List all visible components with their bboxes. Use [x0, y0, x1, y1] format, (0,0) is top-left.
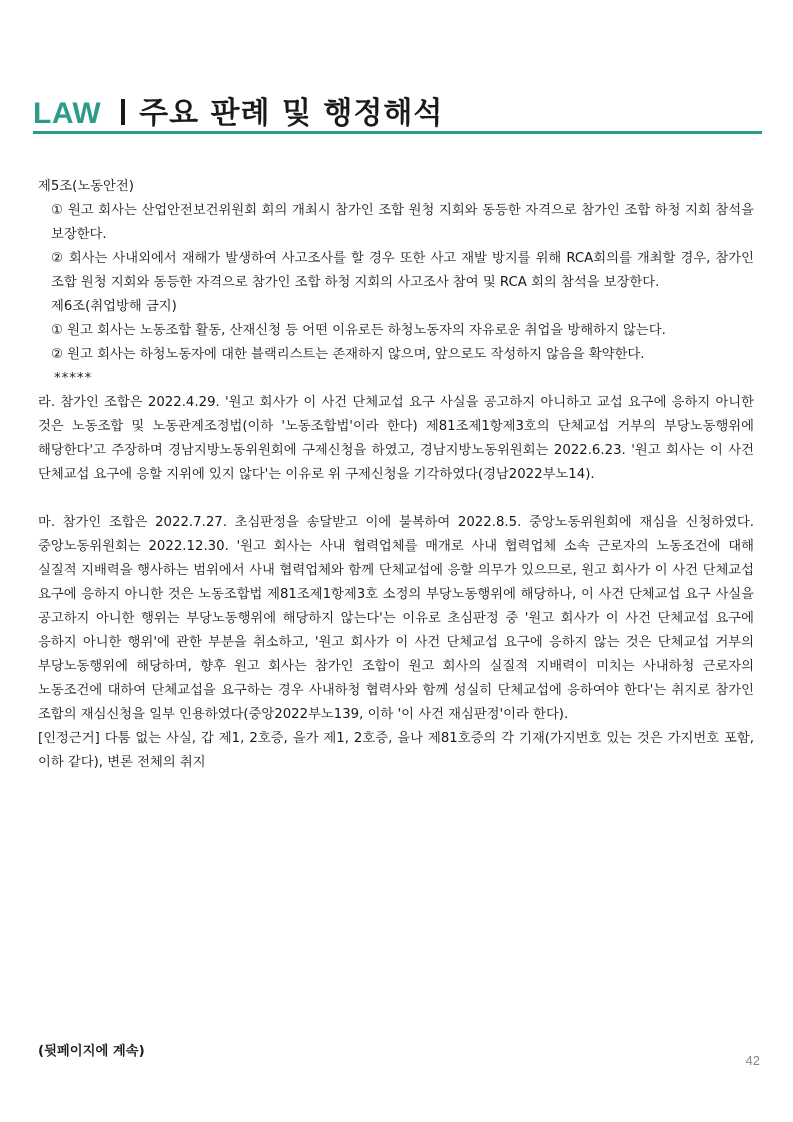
page-header [33, 88, 443, 132]
article-6-heading: 제6조(취업방해 금지) [51, 299, 177, 314]
article-6-clause-1: ① 원고 회사는 노동조합 활동, 산재신청 등 어떤 이유로든 하청노동자의 자유로운 취업을 방해하지 않는다. [51, 323, 666, 338]
article-5-clause-1: ① 원고 회사는 산업안전보건위원회 회의 개최시 참가인 조합 원청 지회와 동등한 자격으로 참가인 조합 하청 지회 참석을 보장한다. [51, 203, 754, 242]
article-5-heading: 제5조(노동안전) [38, 179, 134, 194]
law-label: LAW [33, 97, 102, 130]
paragraph-ra: 라. 참가인 조합은 2022.4.29. '원고 회사가 이 사건 단체교섭 요구 사실을 공고하지 아니하고 교섭 요구에 응하지 아니한 것은 노동조합 및 노동관계조정법(이하 '노동조합법'이라 한다) 제81조제1항제3호의 단체교섭 거부의 부당노동행위에 해당한다'고 주장하며 경남지방노동위원회에 구제신청을 하였고, 경남지방노동위원회는 2022.6.23. '원고 회사는 이 사건 단체교섭 요구에 응할 지위에 있지 않다'는 이유로 위 구제신청을 기각하였다(경남2022부노14). [38, 395, 754, 482]
article-6-clause-2: ② 원고 회사는 하청노동자에 대한 블랙리스트는 존재하지 않으며, 앞으로도 작성하지 않음을 확약한다. [51, 347, 645, 362]
page-number: 42 [745, 1053, 760, 1068]
header-rule [33, 131, 762, 134]
page-title: 주요 판례 및 행정해석 [139, 96, 444, 131]
title-divider [121, 99, 125, 125]
document-body [38, 175, 754, 775]
omission-marker: ***** [54, 371, 93, 386]
paragraph-ma: 마. 참가인 조합은 2022.7.27. 초심판정을 송달받고 이에 불복하여 2022.8.5. 중앙노동위원회에 재심을 신청하였다. 중앙노동위원회는 2022.12.30. '원고 회사는 사내 협력업체를 매개로 사내 협력업체 소속 근로자의 노동조건에 대해 실질적 지배력을 행사하는 범위에서 사내 협력업체와 함께 단체교섭에 응할 의무가 있으므로, 원고 회사가 이 사건 단체교섭 요구에 응하지 아니한 것은 노동조합법 제81조제1항제3호 소정의 부당노동행위에 해당하나, 이 사건 단체교섭 요구 사실을 공고하지 아니한 행위는 부당노동행위에 해당하지 않는다'는 이유로 초심판정 중 '원고 회사가 이 사건 단체교섭 요구에 응하지 아니한 행위'에 관한 부분을 취소하고, '원고 회사가 이 사건 단체교섭 요구에 응하지 않는 것은 단체교섭 거부의 부당노동행위에 해당하며, 향후 원고 회사는 참가인 조합이 원고 회사의 실질적 지배력이 미치는 사내하청 근로자의 노동조건에 대하여 단체교섭을 요구하는 경우 사내하청 협력사와 함께 성실히 단체교섭에 응하여야 한다'는 취지로 참가인 조합의 재심신청을 일부 인용하였다(중앙2022부노139, 이하 '이 사건 재심판정'이라 한다). [38, 515, 754, 722]
article-5-clause-2: ② 회사는 사내외에서 재해가 발생하여 사고조사를 할 경우 또한 사고 재발 방지를 위해 RCA회의를 개최할 경우, 참가인 조합 원청 지회와 동등한 자격으로 참가인 조합 하청 지회의 사고조사 참여 및 RCA 회의 참석을 보장한다. [51, 251, 754, 290]
continue-note: (뒷페이지에 계속) [38, 1044, 145, 1059]
evidence-basis: [인정근거] 다툼 없는 사실, 갑 제1, 2호증, 을가 제1, 2호증, 을나 제81호증의 각 기재(가지번호 있는 것은 가지번호 포함, 이하 같다), 변론 전체의 취지 [38, 731, 754, 770]
paragraph-gap [38, 487, 754, 511]
